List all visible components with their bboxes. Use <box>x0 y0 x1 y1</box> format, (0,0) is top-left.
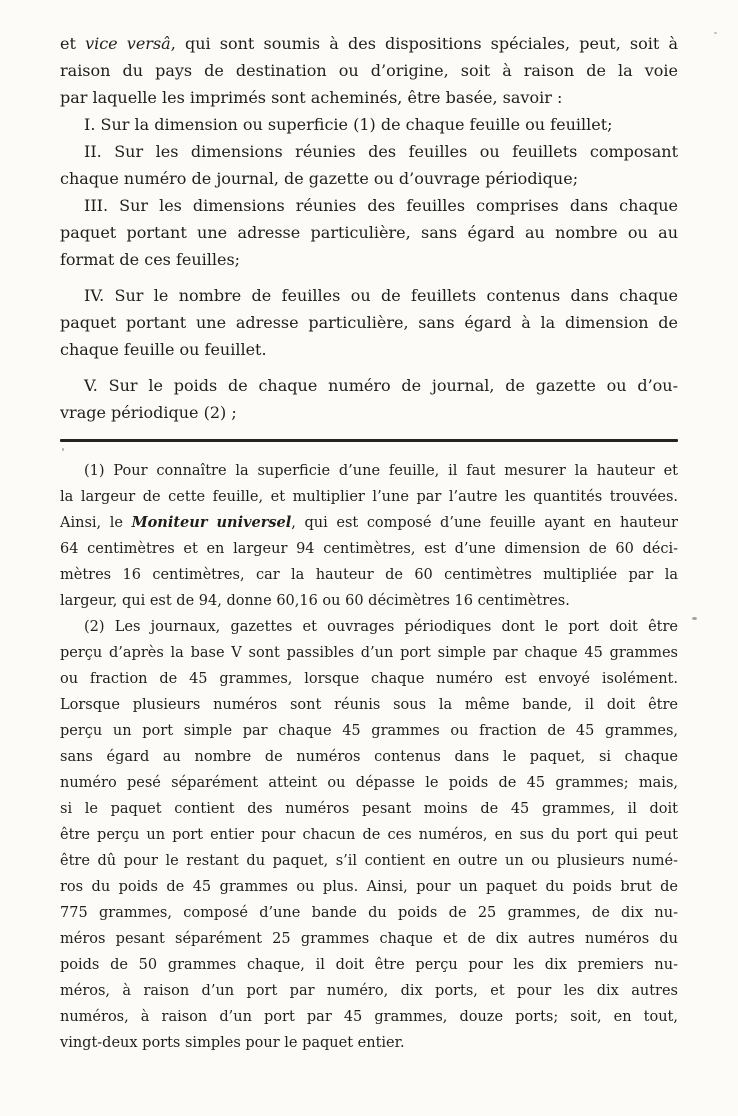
footnote-2 <box>60 614 678 1056</box>
scan-speck <box>714 32 717 34</box>
text-segment: largeur, qui est de 94, donne 60,16 ou 60 décimètres 16 centimètres. <box>60 593 570 609</box>
text-line <box>60 796 678 822</box>
text-line <box>60 138 678 165</box>
text-line <box>60 458 678 484</box>
text-segment: méros pesant séparément 25 grammes chaque et de dix autres numéros du <box>60 931 678 947</box>
text-segment: numéro pesé séparément atteint ou dépasse le poids de 45 grammes; mais, <box>60 775 678 791</box>
text-segment: 775 grammes, composé d’une bande du poids de 25 grammes, de dix nu- <box>60 905 678 921</box>
scan-speck <box>62 448 64 451</box>
text-segment: perçu un port simple par chaque 45 grammes ou fraction de 45 grammes, <box>60 723 678 739</box>
text-segment: sans égard au nombre de numéros contenus dans le paquet, si chaque <box>60 749 678 765</box>
text-segment: chaque feuille ou feuillet. <box>60 340 267 359</box>
text-segment: être dû pour le restant du paquet, s’il contient en outre un ou plusieurs numé- <box>60 853 678 869</box>
text-line <box>60 770 678 796</box>
item-2 <box>60 138 678 192</box>
text-segment: V. Sur le poids de chaque numéro de journal, de gazette ou d’ou- <box>84 376 678 395</box>
text-line <box>60 952 678 978</box>
footnote-1 <box>60 458 678 614</box>
text-segment: paquet portant une adresse particulière, sans égard au nombre ou au <box>60 223 678 242</box>
text-line <box>60 536 678 562</box>
text-segment: méros, à raison d’un port par numéro, dix ports, et pour les dix autres <box>60 983 678 999</box>
intro-continuation <box>60 30 678 111</box>
text-line <box>60 309 678 336</box>
text-line <box>60 562 678 588</box>
text-segment: ros du poids de 45 grammes ou plus. Ainsi, pour un paquet du poids brut de <box>60 879 678 895</box>
text-line <box>60 874 678 900</box>
scan-speck <box>692 617 697 620</box>
text-line <box>60 165 678 192</box>
text-segment: si le paquet contient des numéros pesant moins de 45 grammes, il doit <box>60 801 678 817</box>
text-segment: mètres 16 centimètres, car la hauteur de 60 centimètres multipliée par la <box>60 567 678 583</box>
text-segment: I. Sur la dimension ou superficie (1) de chaque feuille ou feuillet; <box>84 115 613 134</box>
text-segment: 64 centimètres et en largeur 94 centimètres, est d’une dimension de 60 déci- <box>60 541 678 557</box>
text-segment: numéros, à raison d’un port par 45 grammes, douze ports; soit, en tout, <box>60 1009 678 1025</box>
text-line <box>60 219 678 246</box>
text-line <box>60 399 678 426</box>
text-segment: (1) Pour connaître la superficie d’une feuille, il faut mesurer la hauteur et <box>84 463 678 479</box>
text-line <box>60 978 678 1004</box>
text-line <box>60 692 678 718</box>
text-segment: format de ces feuilles; <box>60 250 241 269</box>
text-segment: vrage périodique (2) ; <box>60 403 237 422</box>
text-segment: Lorsque plusieurs numéros sont réunis sous la même bande, il doit être <box>60 697 678 713</box>
text-line <box>60 372 678 399</box>
text-segment: ou fraction de 45 grammes, lorsque chaque numéro est envoyé isolément. <box>60 671 678 687</box>
text-line <box>60 192 678 219</box>
text-segment: poids de 50 grammes chaque, il doit être perçu pour les dix premiers nu- <box>60 957 678 973</box>
item-1 <box>60 111 678 138</box>
text-segment: IV. Sur le nombre de feuilles ou de feuillets contenus dans chaque <box>84 286 678 305</box>
text-line <box>60 1004 678 1030</box>
text-line <box>60 484 678 510</box>
text-segment: III. Sur les dimensions réunies des feuilles comprises dans chaque <box>84 196 678 215</box>
text-segment: paquet portant une adresse particulière, sans égard à la dimension de <box>60 313 678 332</box>
text-segment: être perçu un port entier pour chacun de ces numéros, en sus du port qui peut <box>60 827 678 843</box>
text-segment: la largeur de cette feuille, et multiplier l’une par l’autre les quantités trouvées. <box>60 489 678 505</box>
item-4 <box>60 282 678 363</box>
text-segment: perçu d’après la base V sont passibles d’un port simple par chaque 45 grammes <box>60 645 678 661</box>
text-segment: , qui est composé d’une feuille ayant en hauteur <box>291 515 678 531</box>
text-line <box>60 822 678 848</box>
text-segment: Ainsi, le <box>60 515 132 531</box>
text-line <box>60 848 678 874</box>
text-line <box>60 588 678 614</box>
item-3 <box>60 192 678 273</box>
text-line <box>60 111 678 138</box>
text-line <box>60 510 678 536</box>
text-segment: raison du pays de destination ou d’origine, soit à raison de la voie <box>60 61 678 80</box>
text-segment: , qui sont soumis à des dispositions spéciales, peut, soit à <box>170 34 679 53</box>
text-line <box>60 900 678 926</box>
text-segment: II. Sur les dimensions réunies des feuilles ou feuillets composant <box>84 142 678 161</box>
text-line <box>60 246 678 273</box>
italic-text-segment: Moniteur universel <box>131 514 292 531</box>
text-line <box>60 282 678 309</box>
text-segment: (2) Les journaux, gazettes et ouvrages périodiques dont le port doit être <box>84 619 678 635</box>
italic-text-segment: vice versâ <box>85 34 171 53</box>
text-segment: vingt-deux ports simples pour le paquet entier. <box>60 1035 405 1051</box>
text-line <box>60 336 678 363</box>
text-line <box>60 666 678 692</box>
item-5 <box>60 372 678 426</box>
text-segment: chaque numéro de journal, de gazette ou d’ouvrage périodique; <box>60 169 579 188</box>
text-line <box>60 614 678 640</box>
main-text-block <box>60 30 678 426</box>
footnote-separator-rule <box>60 439 678 442</box>
text-line <box>60 744 678 770</box>
text-line <box>60 640 678 666</box>
text-line <box>60 1030 678 1056</box>
text-line <box>60 30 678 57</box>
text-segment: par laquelle les imprimés sont acheminés, être basée, savoir : <box>60 88 563 107</box>
text-line <box>60 718 678 744</box>
text-line <box>60 57 678 84</box>
text-line <box>60 84 678 111</box>
footnotes-block <box>60 458 678 1056</box>
text-line <box>60 926 678 952</box>
text-segment: et <box>60 34 86 53</box>
